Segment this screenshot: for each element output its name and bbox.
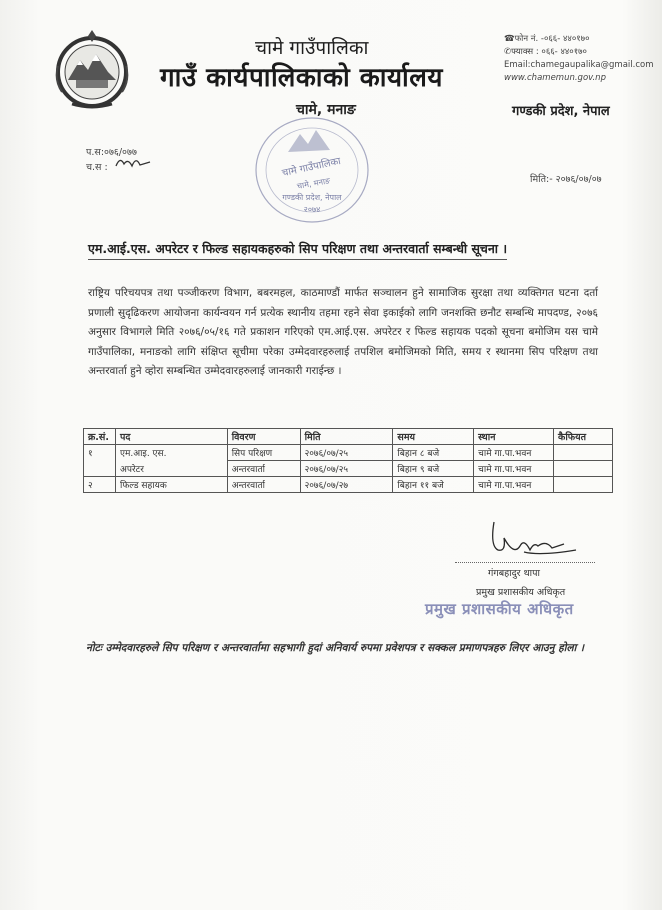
cell-place: चामे गा.पा.भवन: [474, 461, 554, 477]
cell-detail: अन्तरवार्ता: [227, 477, 300, 493]
stamp-year: २०७४: [303, 205, 321, 214]
contact-phone: ☎फोन नं. -०६६- ४४०१७०: [504, 34, 590, 44]
cell-date: २०७६/०७/२५: [300, 461, 393, 477]
stamp-mid-text: चामे, मनाङ: [296, 176, 331, 191]
contact-block: [504, 33, 654, 85]
designation-stamp: प्रमुख प्रशासकीय अधिकृत: [425, 600, 574, 618]
cell-detail: अन्तरवार्ता: [227, 461, 300, 477]
table-row: [84, 461, 613, 477]
column-header: विवरण: [227, 429, 300, 445]
notice-body: राष्ट्रिय परिचयपत्र तथा पञ्जीकरण विभाग, बबरमहल, काठमाण्डौं मार्फत सञ्चालन हुने सामाजिक सुरक्षा तथा व्यक्तिगत घटना दर्ता प्रणाली सुदृढिकरण आयोजना कार्यन्वयन गर्न प्रत्येक स्थानीय तहमा रहने सेवा इकाईको लागि जनशक्ति छनौट सम्बन्धि मापदण्ड, २०७६ अनुसार विभागले मिति २०७६/०५/१६ गते प्रकाशन गरिएको एम.आई.एस. अपरेटर र फिल्ड सहायक पदको सूचना बमोजिम यस चामे गाउँपालिका, मनाङको लागि संक्षिप्त सूचीमा परेका उम्मेदवारहरुलाई तपशिल बमोजिमको मिति, समय र स्थानमा सिप परिक्षण तथा अन्तरवार्ता हुने व्होरा सम्बन्धित उम्मेदवारहरुलाई जानकारी गराईन्छ ।: [88, 287, 598, 377]
cell-post: एम.आइ. एस.: [115, 445, 227, 461]
column-header: पद: [115, 429, 227, 445]
document-date: मिति:- २०७६/०७/०७: [530, 174, 602, 185]
cell-time: बिहान ९ बजे: [393, 461, 474, 477]
cell-date: २०७६/०७/२५: [300, 445, 393, 461]
column-header: कैफियत: [554, 429, 613, 445]
cell-place: चामे गा.पा.भवन: [474, 477, 554, 493]
signatory-role: प्रमुख प्रशासकीय अधिकृत: [476, 587, 566, 598]
cell-detail: सिप परिक्षण: [227, 445, 300, 461]
office-seal-stamp: [250, 112, 375, 227]
cell-post: अपरेटर: [115, 461, 227, 477]
letter-number: प.स:०७६/०७७: [86, 147, 137, 158]
dispatch-number: च.स :: [86, 162, 108, 173]
cell-date: २०७६/०७/२७: [300, 477, 393, 493]
table-header-row: [84, 429, 613, 445]
government-emblem-logo: [52, 30, 132, 110]
stamp-bottom-text: गण्डकी प्रदेश, नेपाल: [282, 193, 342, 202]
cell-remarks: [554, 477, 613, 493]
column-header: मिति: [300, 429, 393, 445]
contact-email: Email:chamegaupalika@gmail.com: [504, 60, 654, 70]
contact-website: www.chamemun.gov.np: [504, 73, 606, 83]
column-header: स्थान: [474, 429, 554, 445]
signatory-name: गंगबहादुर थापा: [488, 568, 540, 579]
cell-time: बिहान ८ बजे: [393, 445, 474, 461]
cell-sn: २: [84, 477, 116, 493]
cell-remarks: [554, 461, 613, 477]
cell-post: फिल्ड सहायक: [115, 477, 227, 493]
header-province: गण्डकी प्रदेश, नेपाल: [512, 104, 610, 119]
column-header: समय: [393, 429, 474, 445]
contact-fax: ✆फ्याक्स : ०६६- ४४०१७०: [504, 47, 587, 57]
officer-handwritten-signature: [480, 516, 580, 568]
cell-time: बिहान ११ बजे: [393, 477, 474, 493]
dispatch-number-handwritten: [114, 154, 154, 170]
notice-note: नोटः उम्मेदवारहरुले सिप परिक्षण र अन्तरवार्तामा सहभागी हुदां अनिवार्य रुपमा प्रवेशपत्र र सक्कल प्रमाणपत्रहरु लिएर आउनु होला ।: [86, 642, 584, 654]
signature-line: [455, 562, 595, 563]
notice-title: एम.आई.एस. अपरेटर र फिल्ड सहायकहरुको सिप परिक्षण तथा अन्तरवार्ता सम्बन्धी सूचना ।: [88, 240, 507, 260]
header-office-name: गाउँ कार्यपालिकाको कार्यालय: [160, 63, 443, 93]
cell-sn: १: [84, 445, 116, 461]
column-header: क्र.सं.: [84, 429, 116, 445]
header-municipality-name: चामे गाउँपालिका: [255, 37, 369, 59]
header-location: चामे, मनाङ: [296, 102, 356, 118]
table-row: [84, 477, 613, 493]
cell-remarks: [554, 445, 613, 461]
cell-place: चामे गा.पा.भवन: [474, 445, 554, 461]
cell-sn: [84, 461, 116, 477]
stamp-top-text: चामे गाउँपालिका: [281, 155, 342, 180]
table-row: [84, 445, 613, 461]
schedule-table: [83, 428, 613, 493]
